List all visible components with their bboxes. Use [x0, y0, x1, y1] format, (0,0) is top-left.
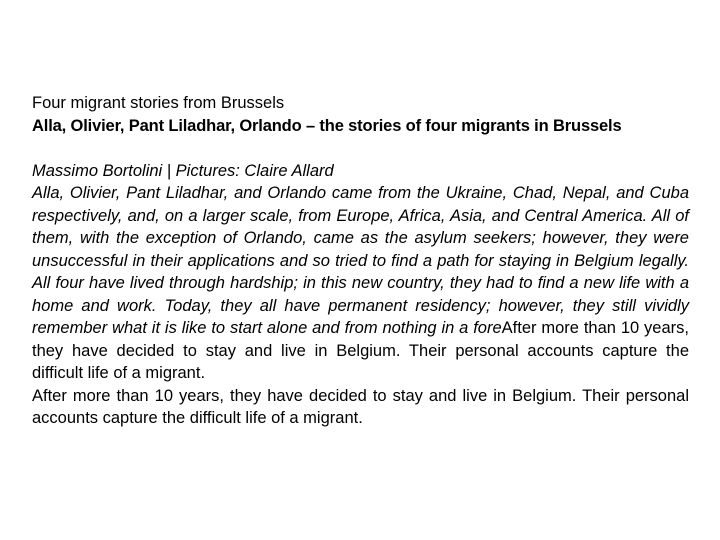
intro-paragraph: [32, 182, 689, 385]
page-heading: Four migrant stories from Brussels: [32, 94, 285, 112]
document-page: [32, 92, 689, 430]
byline: [32, 160, 689, 183]
blank-line: [32, 137, 689, 160]
article-title: Alla, Olivier, Pant Liladhar, Orlando – the stories of four migrants in Brussels: [32, 116, 622, 135]
intro-paragraph-italic: Alla, Olivier, Pant Liladhar, and Orlando came from the Ukraine, Chad, Nepal, and Cuba respectively, and, on a larger scale, from Europe, Africa, Asia, and Central America. All of them, with the exception of Orlando, came as the asylum seekers; however, they were unsuccessful in their applications and so tried to find a path for staying in Belgium legally. All four have lived through hardship; in this new country, they had to find a new life with a home and work. Today, they all have permanent residency; however, they still vividly remember what it is like to start alone and from nothing in a fore: [32, 184, 689, 337]
closing-paragraph: After more than 10 years, they have decided to stay and live in Belgium. Their personal accounts capture the difficult life of a migrant.: [32, 386, 689, 427]
byline-text: Massimo Bortolini | Pictures: Claire Allard: [32, 161, 334, 180]
intro-paragraph-regular: After more than 10 years, they have decided to stay and live in Belgium. Their personal accounts capture the difficult life of a migrant.: [32, 319, 689, 382]
